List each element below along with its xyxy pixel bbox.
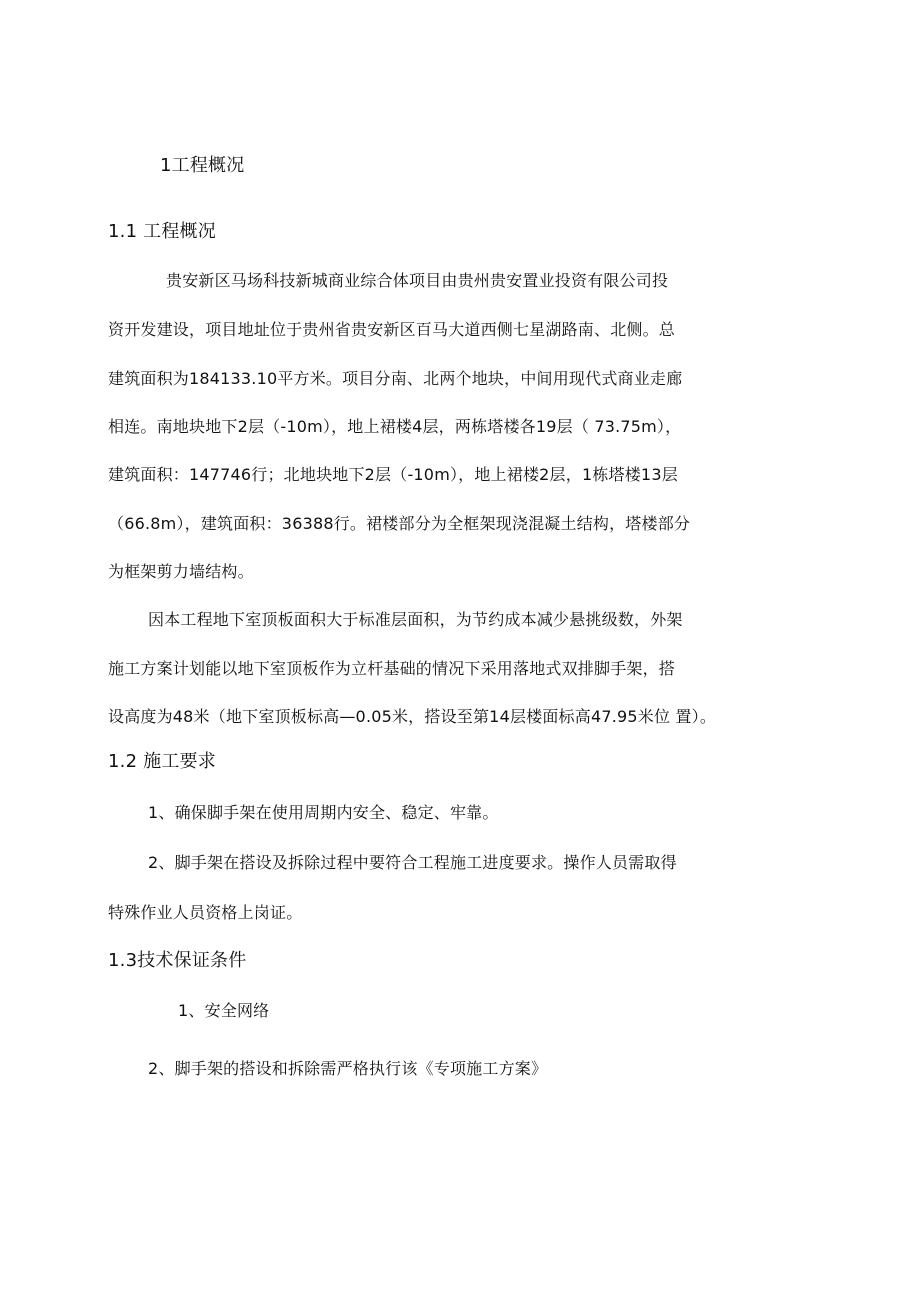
paragraph-line: 因本工程地下室顶板面积大于标准层面积，为节约成本减少悬挑级数，外架: [148, 610, 683, 629]
paragraph-line: 建筑面积为184133.10平方米。项目分南、北两个地块，中间用现代式商业走廊: [108, 369, 683, 388]
paragraph-line: 建筑面积：147746行；北地块地下2层（-10m），地上裙楼2层，1栋塔楼13层: [108, 465, 678, 484]
list-item: 2、脚手架在搭设及拆除过程中要符合工程施工进度要求。操作人员需取得: [148, 853, 677, 872]
paragraph-line: 设高度为48米（地下室顶板标高—0.05米，搭设至第14层楼面标高47.95米位 置）。: [108, 707, 717, 726]
section-1-3-heading: 1.3技术保证条件: [108, 950, 247, 971]
list-item-continuation: 特殊作业人员资格上岗证。: [108, 903, 303, 922]
paragraph-line: 施工方案计划能以地下室顶板作为立杆基础的情况下采用落地式双排脚手架，搭: [108, 659, 676, 678]
paragraph-line: 贵安新区马场科技新城商业综合体项目由贵州贵安置业投资有限公司投: [166, 271, 669, 290]
paragraph-line: 为框架剪力墙结构。: [108, 562, 254, 581]
chapter-title: 1工程概况: [160, 155, 245, 176]
section-1-2-heading: 1.2 施工要求: [108, 751, 216, 772]
list-item: 1、确保脚手架在使用周期内安全、稳定、牢靠。: [148, 803, 499, 822]
paragraph-line: 资开发建设，项目地址位于贵州省贵安新区百马大道西侧七星湖路南、北侧。总: [108, 320, 676, 339]
section-1-1-heading: 1.1 工程概况: [108, 221, 216, 242]
list-item: 1、安全网络: [178, 1001, 270, 1020]
list-item: 2、脚手架的搭设和拆除需严格执行该《专项施工方案》: [148, 1059, 548, 1078]
paragraph-line: （66.8m），建筑面积：36388行。裙楼部分为全框架现浇混凝土结构，塔楼部分: [108, 514, 691, 533]
paragraph-line: 相连。南地块地下2层（-10m），地上裙楼4层，两栋塔楼各19层（ 73.75m），: [108, 417, 682, 436]
